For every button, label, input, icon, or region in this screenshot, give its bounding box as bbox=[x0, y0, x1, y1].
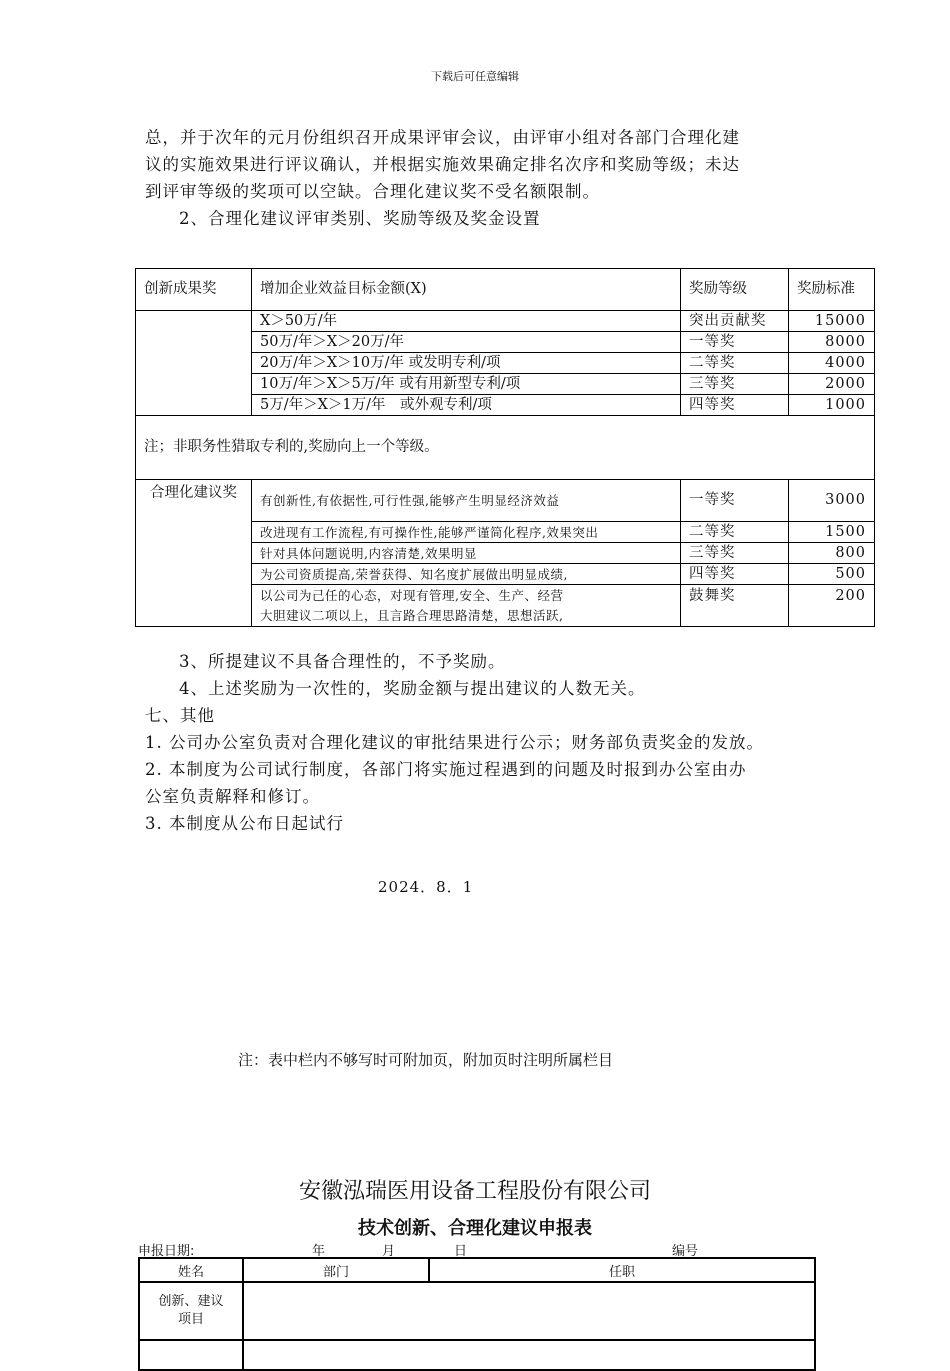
suggestion-category-cell: 合理化建议奖 bbox=[136, 480, 252, 627]
item-label-line: 创新、建议 bbox=[158, 1294, 224, 1309]
item-3: 3、所提建议不具备合理性的，不予奖励。 bbox=[179, 652, 506, 671]
amount-cell: 1500 bbox=[789, 522, 875, 543]
intro-line: 到评审等级的奖项可以空缺。合理化建议奖不受名额限制。 bbox=[145, 182, 600, 201]
section-7-heading: 七、其他 bbox=[145, 706, 215, 725]
next-row-label-cell bbox=[139, 1340, 243, 1370]
criteria-cell: 有创新性,有依据性,可行性强,能够产生明显经济效益 bbox=[252, 480, 681, 522]
issue-date: 2024．8．1 bbox=[378, 878, 474, 896]
level-cell: 四等奖 bbox=[681, 564, 789, 585]
company-name: 安徽泓瑞医用设备工程股份有限公司 bbox=[298, 1179, 651, 1204]
award-table bbox=[135, 268, 875, 627]
criteria-cell: 改进现有工作流程,有可操作性,能够严谨简化程序,效果突出 bbox=[252, 522, 681, 543]
next-row-input-area[interactable] bbox=[243, 1340, 815, 1370]
criteria-cell bbox=[252, 585, 681, 627]
criteria-cell: X＞50万/年 bbox=[252, 311, 681, 332]
form-item-row bbox=[139, 1282, 815, 1340]
form-meta-row bbox=[138, 1240, 814, 1257]
level-cell: 四等奖 bbox=[681, 395, 789, 416]
criteria-cell: 20万/年＞X＞10万/年 或发明专利/项 bbox=[252, 353, 681, 374]
level-cell: 一等奖 bbox=[681, 480, 789, 522]
award-table-header-row bbox=[136, 269, 875, 311]
other-3: 3. 本制度从公布日起试行 bbox=[145, 814, 344, 833]
level-header: 奖励等级 bbox=[681, 269, 789, 311]
category-header: 创新成果奖 bbox=[136, 269, 252, 311]
patent-note: 注；非职务性猎取专利的,奖励向上一个等级。 bbox=[136, 416, 875, 480]
level-cell: 突出贡献奖 bbox=[681, 311, 789, 332]
post-table-paragraph bbox=[145, 648, 825, 837]
form-title: 技术创新、合理化建议申报表 bbox=[358, 1218, 592, 1239]
form-header-row bbox=[139, 1258, 815, 1282]
amount-cell: 200 bbox=[789, 585, 875, 627]
level-cell: 三等奖 bbox=[681, 374, 789, 395]
criteria-cell: 为公司资质提高,荣誉获得、知名度扩展做出明显成绩, bbox=[252, 564, 681, 585]
amount-cell: 500 bbox=[789, 564, 875, 585]
item-label-line: 项目 bbox=[177, 1312, 204, 1327]
other-2-continued: 公室负责解释和修订。 bbox=[145, 787, 320, 806]
level-cell: 二等奖 bbox=[681, 522, 789, 543]
item-4: 4、上述奖励为一次性的，奖励金额与提出建议的人数无关。 bbox=[179, 679, 646, 698]
application-form-table bbox=[138, 1257, 816, 1371]
amount-cell: 2000 bbox=[789, 374, 875, 395]
amount-cell: 3000 bbox=[789, 480, 875, 522]
amount-cell: 8000 bbox=[789, 332, 875, 353]
encourage-criteria-line: 大胆建议二项以上，且言路合理思路清楚，思想活跃, bbox=[260, 607, 564, 623]
item-label bbox=[139, 1282, 243, 1340]
other-1: 1. 公司办公室负责对合理化建议的审批结果进行公示；财务部负责奖金的发放。 bbox=[145, 733, 764, 752]
criteria-cell: 50万/年＞X＞20万/年 bbox=[252, 332, 681, 353]
amount-cell: 15000 bbox=[789, 311, 875, 332]
item-input-area[interactable] bbox=[243, 1282, 815, 1340]
amount-cell: 800 bbox=[789, 543, 875, 564]
innovation-category-cell bbox=[136, 311, 252, 416]
attachment-footnote: 注：表中栏内不够写时可附加页，附加页时注明所属栏目 bbox=[238, 1051, 614, 1069]
intro-paragraph bbox=[145, 124, 825, 232]
note-row bbox=[136, 416, 875, 480]
day-label: 日 bbox=[454, 1244, 468, 1259]
level-cell: 鼓舞奖 bbox=[681, 585, 789, 627]
year-label: 年 bbox=[312, 1244, 326, 1259]
section-2-heading: 2、合理化建议评审类别、奖励等级及奖金设置 bbox=[179, 209, 541, 228]
criteria-cell: 针对具体问题说明,内容清楚,效果明显 bbox=[252, 543, 681, 564]
level-cell: 三等奖 bbox=[681, 543, 789, 564]
form-next-row bbox=[139, 1340, 815, 1370]
criteria-cell: 10万/年＞X＞5万/年 或有用新型专利/项 bbox=[252, 374, 681, 395]
name-label: 姓名 bbox=[139, 1258, 243, 1282]
encourage-criteria-line: 以公司为己任的心态，对现有管理,安全、生产、经营 bbox=[260, 587, 564, 603]
position-label: 任职 bbox=[429, 1258, 815, 1282]
standard-header: 奖励标准 bbox=[789, 269, 875, 311]
table-row bbox=[136, 480, 875, 522]
date-label: 申报日期: bbox=[138, 1244, 195, 1259]
criteria-cell: 5万/年＞X＞1万/年 或外观专利/项 bbox=[252, 395, 681, 416]
intro-line: 议的实施效果进行评议确认，并根据实施效果确定排名次序和奖励等级；未达 bbox=[145, 155, 740, 174]
dept-label: 部门 bbox=[243, 1258, 429, 1282]
other-2: 2. 本制度为公司试行制度，各部门将实施过程遇到的问题及时报到办公室由办 bbox=[145, 760, 747, 779]
amount-cell: 4000 bbox=[789, 353, 875, 374]
level-cell: 一等奖 bbox=[681, 332, 789, 353]
number-label: 编号 bbox=[672, 1244, 699, 1259]
level-cell: 二等奖 bbox=[681, 353, 789, 374]
page-header-note: 下载后可任意编辑 bbox=[431, 70, 519, 83]
table-row bbox=[136, 311, 875, 332]
criteria-header: 增加企业效益目标金额(X) bbox=[252, 269, 681, 311]
amount-cell: 1000 bbox=[789, 395, 875, 416]
intro-line: 总，并于次年的元月份组织召开成果评审会议，由评审小组对各部门合理化建 bbox=[145, 128, 740, 147]
month-label: 月 bbox=[382, 1244, 396, 1259]
